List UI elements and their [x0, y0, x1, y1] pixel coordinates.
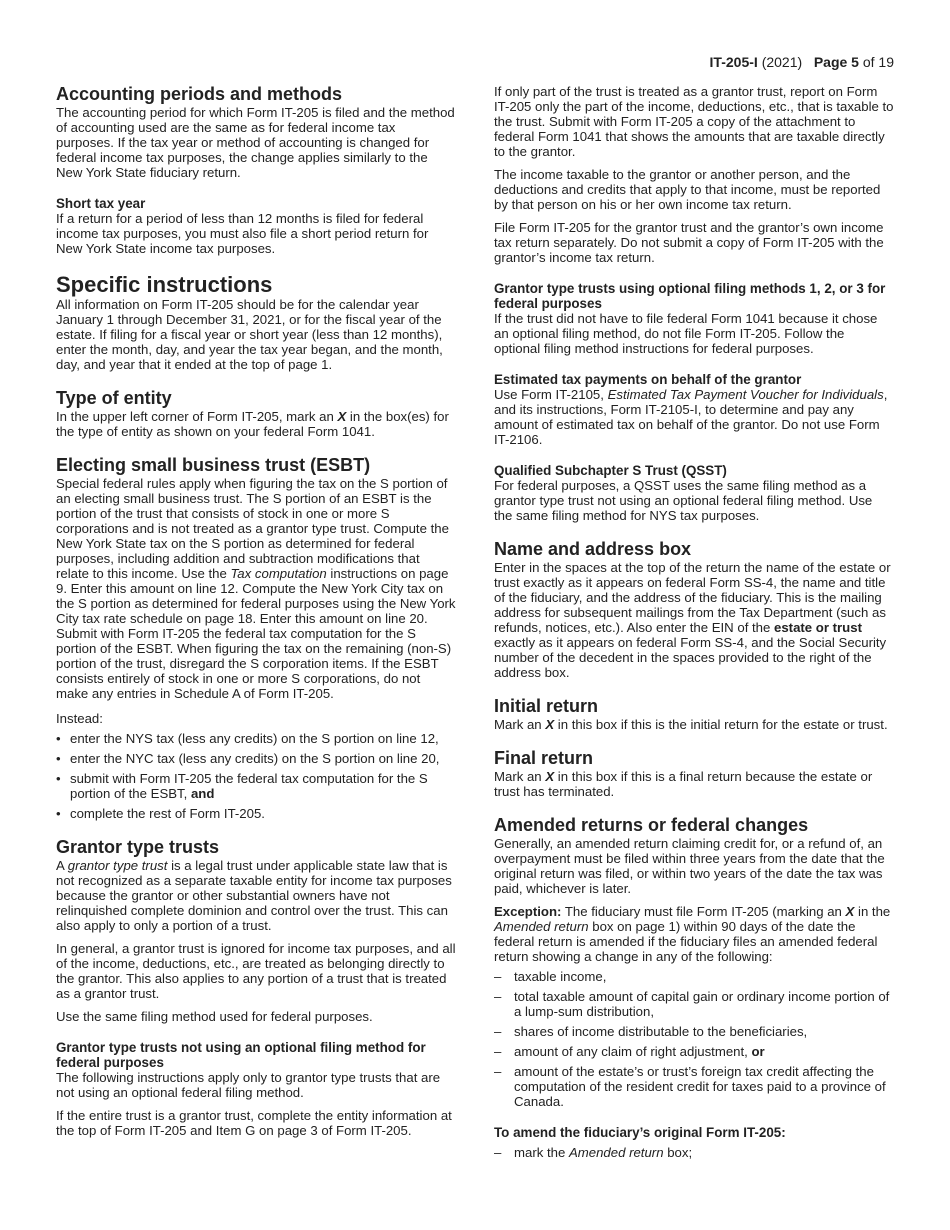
- part-trust-text: If only part of the trust is treated as a grantor trust, report on Form IT-205 only the part of the income, deductions, etc., that is taxable to the trust. Submit with Form IT-205 a copy of the attachment to federal Form 1041 that shows the amounts that are taxable directly to the grantor.: [494, 84, 894, 159]
- amended-text: Generally, an amended return claiming credit for, or a refund of, an overpayment must be filed within three years from the date that the original return was filed, or within two years of the date the tax was paid, whichever is later.: [494, 836, 885, 896]
- list-item: – taxable income,: [494, 969, 894, 984]
- list-item: – shares of income distributable to the beneficiaries,: [494, 1024, 894, 1039]
- list-item: • enter the NYC tax (less any credits) on the S portion on line 20,: [56, 751, 456, 766]
- qsst-heading: Qualified Subchapter S Trust (QSST): [494, 463, 727, 478]
- list-item: • submit with Form IT-205 the federal tax computation for the S portion of the ESBT, and: [56, 771, 456, 801]
- exception-text: Exception: The fiduciary must file Form IT-205 (marking an X in the Amended return box on page 1) within 90 days of the date the federal return is amended if the fiduciary files an amended federal return showing a change in any of the following:: [494, 904, 891, 964]
- estimated-heading: Estimated tax payments on behalf of the grantor: [494, 372, 802, 387]
- file-form-text: File Form IT-205 for the grantor trust and the grantor’s own income tax return separately. Do not submit a copy of Form IT-205 with the grantor’s income tax return.: [494, 220, 884, 265]
- name-address-text: Enter in the spaces at the top of the return the name of the estate or trust exactly as it appears on federal Form SS-4, the name and title of the fiduciary, and the address of the fiduciary. This is the mailing address for subsequent mailings from the Tax Department (such as refunds, notices, etc.). Also enter the EIN of the estate or trust exactly as it appears on federal Form SS-4, and the Social Security number of the decedent in the spaces provided to the right of the address box.: [494, 560, 891, 680]
- form-number: IT-205-I: [709, 54, 758, 70]
- list-item: • enter the NYS tax (less any credits) on the S portion on line 12,: [56, 731, 456, 746]
- initial-return-heading: Initial return: [494, 696, 599, 716]
- estimated-text: Use Form IT-2105, Estimated Tax Payment Voucher for Individuals, and its instructions, Form IT-2105-I, to determine and pay any amount of estimated tax on behalf of the grantor. Do not use Form IT-2106.: [494, 387, 888, 447]
- name-address-heading: Name and address box: [494, 539, 692, 559]
- grantor-text: A grantor type trust is a legal trust under applicable state law that is not recognized as a separate taxable entity for income tax purposes because the grantor or other substantial owners have not relinquished complete dominion and control over the trust. This can also apply to only a portion of a trust.: [56, 858, 452, 933]
- page-label: Page 5: [813, 54, 859, 70]
- optional-text: If the trust did not have to file federal Form 1041 because it chose an optional filing method, do not file Form IT-205. Follow the optional filing method instructions for federal purposes.: [494, 311, 878, 356]
- amend-heading: To amend the fiduciary’s original Form IT-205:: [494, 1125, 786, 1140]
- specific-text: All information on Form IT-205 should be for the calendar year January 1 through December 31, 2021, or for the fiscal year of the estate. If filing for a fiscal year or short year (less than 12 months), enter the month, day, and year the tax year began, and the month, day, and year that it ended at the top of page 1.: [56, 297, 443, 372]
- not-optional-heading: Grantor type trusts not using an optional filing method for federal purposes: [56, 1040, 426, 1070]
- list-item: – mark the Amended return box;: [494, 1145, 894, 1160]
- changes-dash-list: [494, 969, 894, 1109]
- list-item: – amount of any claim of right adjustment, or: [494, 1044, 894, 1059]
- grantor-general-text: In general, a grantor trust is ignored for income tax purposes, and all of the income, deductions, etc., are treated as belonging directly to the grantor. This also applies to any portion of a trust that is treated as a grantor trust.: [56, 941, 456, 1001]
- list-item: – amount of the estate’s or trust’s foreign tax credit affecting the computation of the resident credit for taxes paid to a province of Canada.: [494, 1064, 894, 1109]
- optional-heading: Grantor type trusts using optional filing methods 1, 2, or 3 for federal purposes: [494, 281, 886, 311]
- specific-heading: Specific instructions: [56, 272, 273, 297]
- accounting-heading: Accounting periods and methods: [56, 84, 343, 104]
- instead-label: Instead:: [56, 711, 103, 726]
- esbt-text: Special federal rules apply when figuring the tax on the S portion of an electing small business trust. The S portion of an ESBT is the portion of the trust that consists of stock in one or more S corporations and is not treated as a grantor type trust. Compute the New York State tax on the S portion as determined for federal purposes, including addition and subtraction modifications that relate to this income. Use the Tax computation instructions on page 9. Enter this amount on line 12. Compute the New York City tax on the S portion as determined for federal purposes using the New York City tax rate schedule on page 18. Enter this amount on line 20. Submit with Form IT-205 the federal tax computation for the S portion of the ESBT. When figuring the tax on the remaining (non-S) portion of the trust, disregard the S corporation items. If the ESBT consists entirely of stock in one or more S corporations, do not make any entries in Schedule A of Form IT-205.: [56, 476, 456, 701]
- esbt-bullet-list: [56, 731, 456, 821]
- short-tax-text: If a return for a period of less than 12 months is filed for federal income tax purposes, you must also file a short period return for New York State income tax purposes.: [56, 211, 429, 256]
- not-optional-text: The following instructions apply only to grantor type trusts that are not using an optional federal filing method.: [56, 1070, 441, 1100]
- income-taxable-text: The income taxable to the grantor or another person, and the deductions and credits that apply to that income, must be reported by that person on his or her own income tax return.: [494, 167, 881, 212]
- entire-trust-text: If the entire trust is a grantor trust, complete the entity information at the top of Form IT-205 and Item G on page 3 of Form IT-205.: [56, 1108, 452, 1138]
- grantor-same-text: Use the same filing method used for federal purposes.: [56, 1009, 373, 1024]
- final-return-heading: Final return: [494, 748, 594, 768]
- short-tax-heading: Short tax year: [56, 196, 146, 211]
- amended-heading: Amended returns or federal changes: [494, 815, 809, 835]
- grantor-heading: Grantor type trusts: [56, 837, 220, 857]
- accounting-text: The accounting period for which Form IT-205 is filed and the method of accounting used are the same as for federal income tax purposes. If the tax year or method of accounting is changed for federal income tax purposes, the change applies similarly to the New York State fiduciary return.: [56, 105, 455, 180]
- list-item: • complete the rest of Form IT-205.: [56, 806, 456, 821]
- page-of: of 19: [862, 54, 894, 70]
- entity-heading: Type of entity: [56, 388, 172, 408]
- esbt-heading: Electing small business trust (ESBT): [56, 455, 371, 475]
- left-column: [56, 84, 456, 1138]
- initial-return-text: Mark an X in this box if this is the initial return for the estate or trust.: [494, 717, 888, 732]
- form-year: (2021): [761, 54, 803, 70]
- page-header: [710, 54, 894, 70]
- qsst-text: For federal purposes, a QSST uses the same filing method as a grantor type trust not using an optional federal filing method. Use the same filing method for NYS tax purposes.: [494, 478, 873, 523]
- right-column: [494, 84, 894, 1160]
- amend-dash-list: [494, 1145, 894, 1160]
- list-item: – total taxable amount of capital gain or ordinary income portion of a lump-sum distribution,: [494, 989, 894, 1019]
- final-return-text: Mark an X in this box if this is a final return because the estate or trust has terminated.: [494, 769, 873, 799]
- entity-text: In the upper left corner of Form IT-205, mark an X in the box(es) for the type of entity as shown on your federal Form 1041.: [56, 409, 449, 439]
